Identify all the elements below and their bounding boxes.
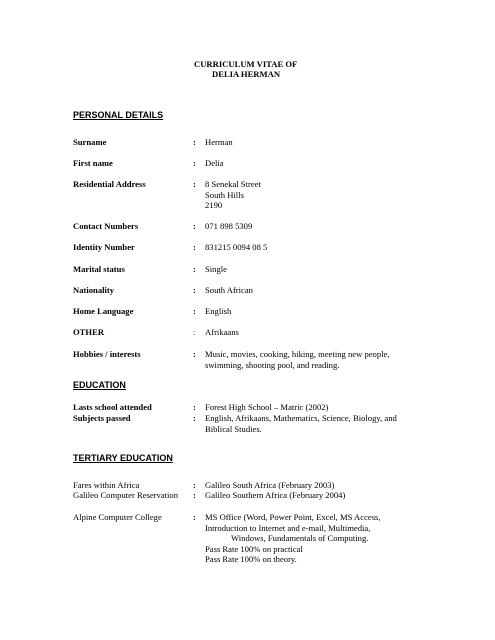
label-residential-address: Residential Address xyxy=(73,179,146,189)
colon: : xyxy=(193,179,196,189)
label-nationality: Nationality xyxy=(73,285,115,295)
value-identity-number: 831215 0094 08 5 xyxy=(205,242,268,252)
label-surname: Surname xyxy=(73,137,107,147)
colon: : xyxy=(193,264,196,274)
colon: : xyxy=(193,327,196,337)
colon: : xyxy=(193,285,196,295)
section-heading-personal-details: PERSONAL DETAILS xyxy=(73,110,164,120)
alpine-line: Pass Rate 100% on theory. xyxy=(205,554,297,564)
address-line: 8 Senekal Street xyxy=(205,179,261,189)
alpine-line: MS Office (Word, Power Point, Excel, MS Access, xyxy=(205,512,381,522)
label-home-language: Home Language xyxy=(73,306,134,316)
title-line-2: DELIA HERMAN xyxy=(212,69,281,79)
value-galileo-reservation: Galileo Southern Africa (February 2004) xyxy=(205,490,346,500)
subjects-line: English, Afrikaans, Mathematics, Science, Biology, and xyxy=(205,413,397,423)
value-home-language: English xyxy=(205,306,232,316)
title-line-1: CURRICULUM VITAE OF xyxy=(194,59,298,69)
label-other: OTHER xyxy=(73,327,105,337)
colon: : xyxy=(193,413,196,423)
value-contact-numbers: 071 898 5309 xyxy=(205,221,253,231)
value-last-school: Forest High School – Matric (2002) xyxy=(205,402,329,412)
value-fares-within-africa: Galileo South Africa (February 2003) xyxy=(205,480,335,490)
colon: : xyxy=(193,137,196,147)
value-hobbies xyxy=(205,349,420,370)
label-hobbies: Hobbies / interests xyxy=(73,349,141,359)
label-alpine-computer-college: Alpine Computer College xyxy=(73,512,162,522)
label-contact-numbers: Contact Numbers xyxy=(73,221,139,231)
section-heading-tertiary-education: TERTIARY EDUCATION xyxy=(73,453,173,463)
value-subjects-passed xyxy=(205,413,420,434)
colon: : xyxy=(193,512,196,522)
hobbies-line: Music, movies, cooking, hiking, meeting new people, xyxy=(205,349,390,359)
value-nationality: South African xyxy=(205,285,253,295)
colon: : xyxy=(193,242,196,252)
address-line: 2190 xyxy=(205,200,223,210)
label-fares-within-africa: Fares within Africa xyxy=(73,480,140,490)
value-residential-address xyxy=(205,179,420,211)
colon: : xyxy=(193,349,196,359)
label-galileo-reservation: Galileo Computer Reservation xyxy=(73,490,179,500)
section-heading-education: EDUCATION xyxy=(73,380,126,390)
alpine-line: Pass Rate 100% on practical xyxy=(205,543,303,554)
address-line: South Hills xyxy=(205,189,244,200)
alpine-line: Introduction to Internet and e-mail, Multimedia, xyxy=(205,522,371,533)
alpine-line: Windows, Fundamentals of Computing. xyxy=(231,533,369,543)
colon: : xyxy=(193,158,196,168)
colon: : xyxy=(193,480,196,490)
label-first-name: First name xyxy=(73,158,113,168)
subjects-line: Biblical Studies. xyxy=(205,423,262,434)
value-marital-status: Single xyxy=(205,264,227,274)
value-surname: Herman xyxy=(205,137,233,147)
value-first-name: Delia xyxy=(205,158,224,168)
value-alpine-computer-college xyxy=(205,512,420,565)
label-marital-status: Marital status xyxy=(73,264,125,274)
label-subjects-passed: Subjects passed xyxy=(73,413,131,423)
label-identity-number: Identity Number xyxy=(73,242,135,252)
colon: : xyxy=(193,221,196,231)
colon: : xyxy=(193,490,196,500)
colon: : xyxy=(193,402,196,412)
colon: : xyxy=(193,306,196,316)
value-other: Afrikaans xyxy=(205,327,239,337)
label-last-school: Lasts school attended xyxy=(73,402,152,412)
hobbies-line: swimming, shooting pool, and reading. xyxy=(205,359,340,370)
